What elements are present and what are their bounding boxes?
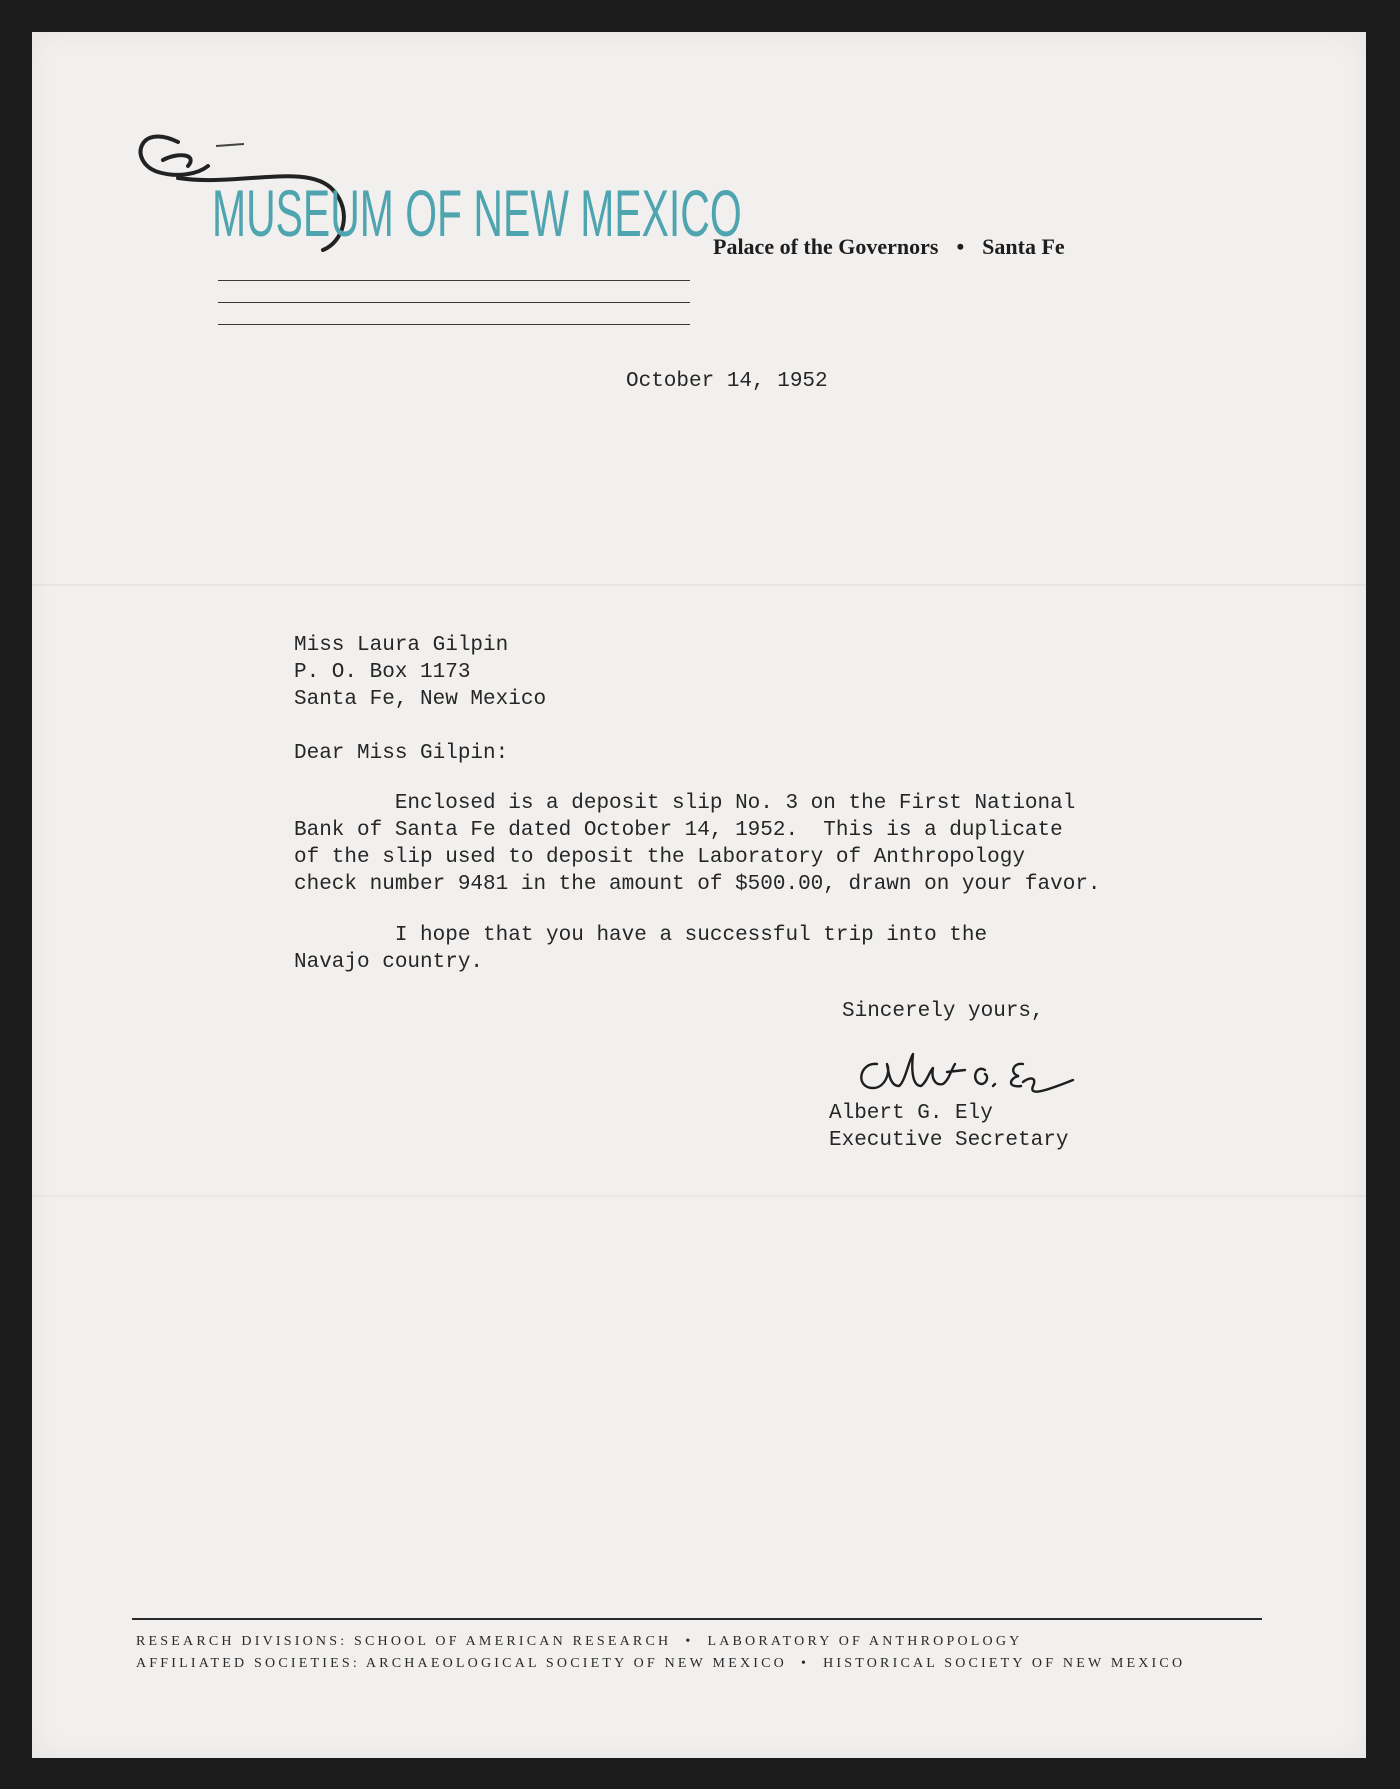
paragraph-line: Enclosed is a deposit slip No. 3 on the First National <box>294 792 1076 815</box>
footer-affiliated-societies: AFFILIATED SOCIETIES: ARCHAEOLOGICAL SOCIETY OF NEW MEXICO <box>136 1656 787 1671</box>
letterhead-rule <box>218 280 690 281</box>
location-right: Santa Fe <box>982 234 1065 259</box>
address-line: P. O. Box 1173 <box>294 661 471 684</box>
paragraph-line: I hope that you have a successful trip into the <box>294 924 988 947</box>
location-left: Palace of the Governors <box>713 234 939 259</box>
footer-research-divisions: RESEARCH DIVISIONS: SCHOOL OF AMERICAN RESEARCH <box>136 1634 672 1649</box>
closing: Sincerely yours, <box>842 1000 1044 1023</box>
letter-date: October 14, 1952 <box>626 370 828 393</box>
paragraph-line: of the slip used to deposit the Laboratory of Anthropology <box>294 846 1025 869</box>
location-bullet: • <box>956 234 965 259</box>
recipient-address <box>294 632 546 713</box>
paragraph-line: Bank of Santa Fe dated October 14, 1952. This is a duplicate <box>294 819 1063 842</box>
letterhead-rule <box>218 324 690 325</box>
footer-line-2 <box>136 1656 1185 1672</box>
handwritten-signature <box>847 1042 1077 1108</box>
footer-historical-society: HISTORICAL SOCIETY OF NEW MEXICO <box>823 1656 1186 1671</box>
address-line: Miss Laura Gilpin <box>294 634 509 657</box>
footer-laboratory: LABORATORY OF ANTHROPOLOGY <box>707 1634 1023 1649</box>
signer-title: Executive Secretary <box>829 1129 1069 1152</box>
footer-separator: • <box>685 1634 694 1649</box>
museum-logo: MUSEUM OF NEW MEXICO <box>212 176 742 250</box>
body-paragraph-1 <box>294 790 1101 898</box>
signer-name: Albert G. Ely <box>829 1102 993 1125</box>
body-paragraph-2 <box>294 922 987 976</box>
paragraph-line: check number 9481 in the amount of $500.00, drawn on your favor. <box>294 873 1101 896</box>
letterhead-rule <box>218 302 690 303</box>
footer-separator: • <box>800 1656 810 1671</box>
fold-line <box>32 584 1366 586</box>
signature-block <box>829 1100 1068 1154</box>
footer-rule <box>132 1618 1262 1620</box>
address-line: Santa Fe, New Mexico <box>294 688 547 711</box>
footer-line-1 <box>136 1634 1022 1650</box>
salutation: Dear Miss Gilpin: <box>294 742 509 765</box>
paragraph-line: Navajo country. <box>294 951 484 974</box>
letterhead-location <box>713 234 1065 260</box>
letter-page <box>32 32 1366 1758</box>
fold-line <box>32 1195 1366 1197</box>
